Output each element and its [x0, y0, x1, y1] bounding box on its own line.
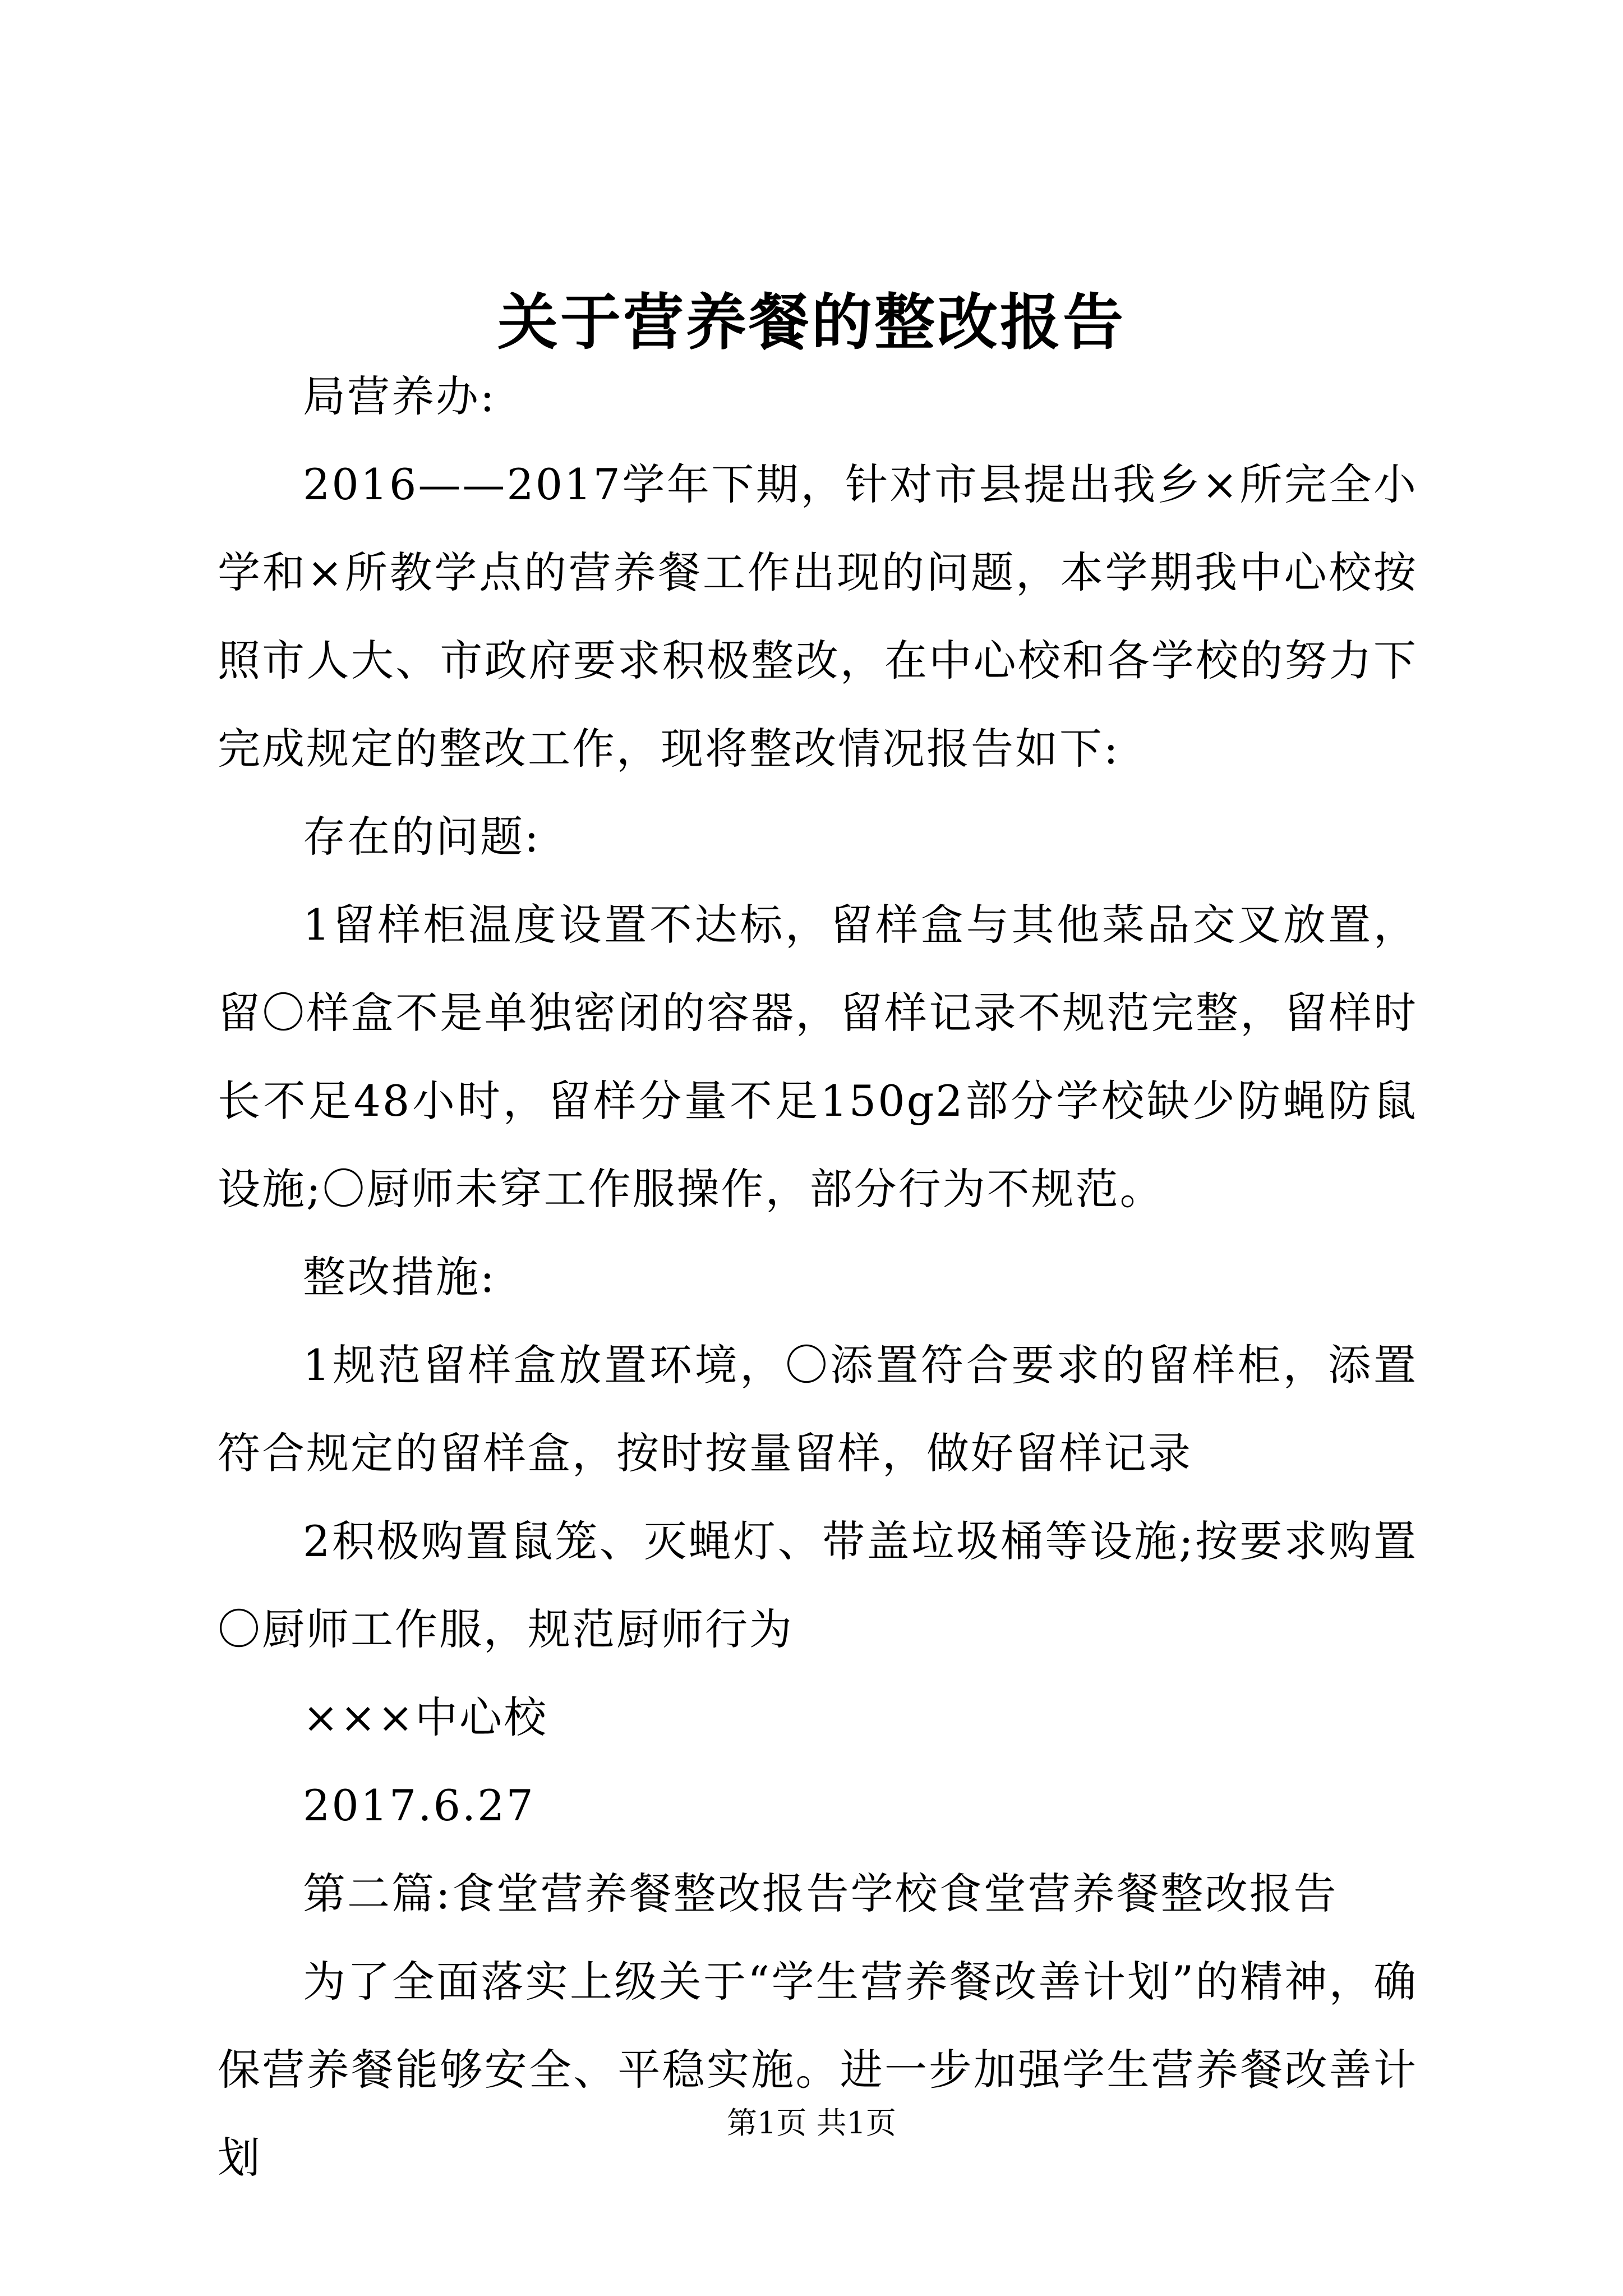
paragraph-problems: 1留样柜温度设置不达标，留样盒与其他菜品交叉放置，留〇样盒不是单独密闭的容器，留样记录不规范完整，留样时长不足48小时，留样分量不足150g2部分学校缺少防蝇防鼠设施;〇厨师未穿工作服操作，部分行为不规范。	[218, 900, 1418, 1214]
signature-school: ×××中心校	[303, 1692, 548, 1742]
heading-problems: 存在的问题:	[303, 812, 541, 862]
page-number: 第1页 共1页	[727, 2105, 896, 2141]
paragraph-measure-1: 1规范留样盒放置环境，〇添置符合要求的留样柜，添置符合规定的留样盒，按时按量留样，做好留样记录	[218, 1340, 1418, 1478]
paragraph-measure-2: 2积极购置鼠笼、灭蝇灯、带盖垃圾桶等设施;按要求购置〇厨师工作服，规范厨师行为	[218, 1516, 1418, 1654]
document-title: 关于营养餐的整改报告	[497, 287, 1126, 358]
signature-date: 2017.6.27	[303, 1780, 535, 1830]
document-body	[218, 352, 1418, 2202]
paragraph-part-two: 为了全面落实上级关于“学生营养餐改善计划”的精神，确保营养餐能够安全、平稳实施。进一步加强学生营养餐改善计划	[218, 1957, 1418, 2183]
section-heading-part-two: 第二篇:食堂营养餐整改报告学校食堂营养餐整改报告	[303, 1869, 1338, 1918]
paragraph-addressee: 局营养办:	[303, 371, 496, 421]
heading-measures: 整改措施:	[303, 1252, 496, 1302]
paragraph-intro: 2016——2017学年下期，针对市县提出我乡×所完全小学和×所教学点的营养餐工作出现的问题，本学期我中心校按照市人大、市政府要求积极整改，在中心校和各学校的努力下完成规定的整改工作，现将整改情况报告如下:	[218, 459, 1418, 774]
